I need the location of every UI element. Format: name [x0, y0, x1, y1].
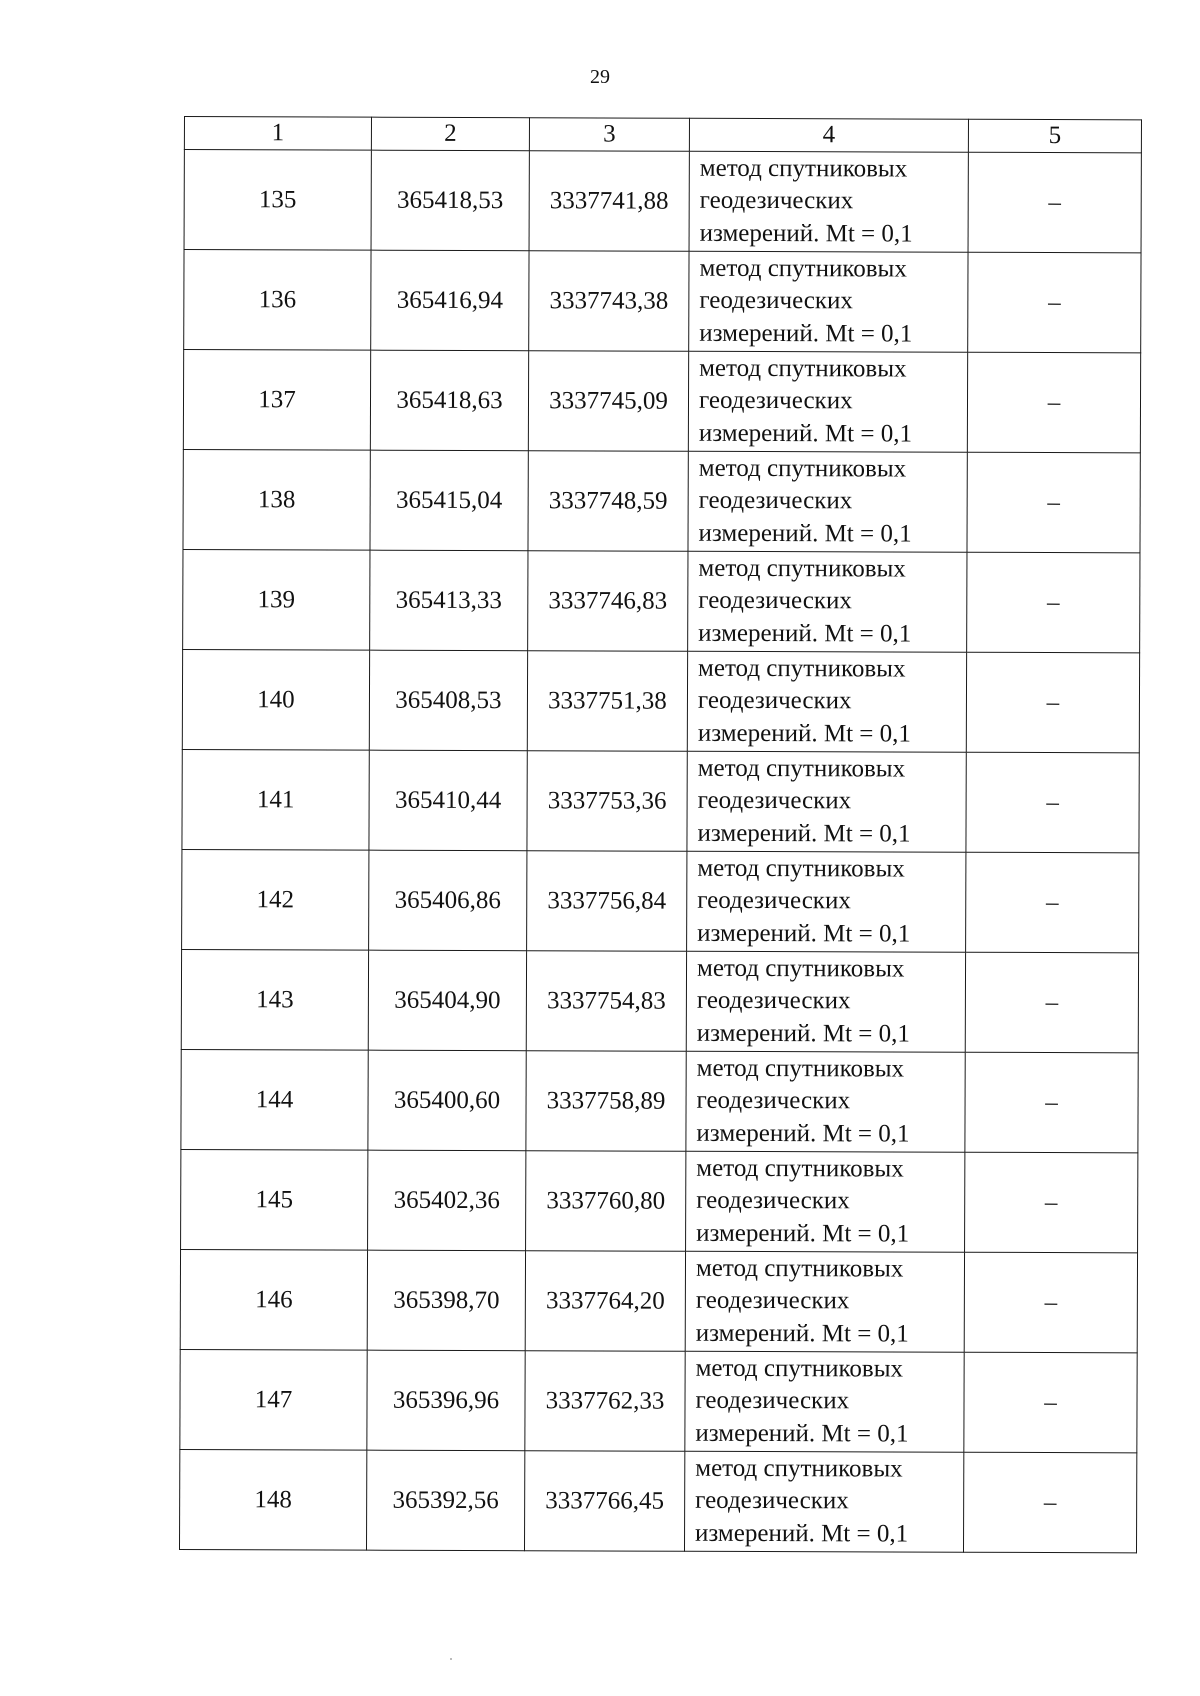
x-coordinate-cell: 365418,53: [371, 150, 529, 251]
x-coordinate-cell: 365406,86: [369, 850, 527, 951]
x-coordinate-cell: 365398,70: [367, 1250, 525, 1351]
method-cell: [686, 951, 965, 1052]
method-line: геодезических: [695, 1487, 849, 1515]
point-number-cell: 146: [180, 1249, 367, 1350]
method-line: метод спутниковых: [695, 1354, 904, 1383]
table-row: [179, 1449, 1136, 1552]
y-coordinate-cell: 3337754,83: [526, 951, 686, 1052]
note-cell: –: [967, 552, 1140, 653]
point-number-cell: 141: [182, 749, 369, 850]
note-cell: –: [966, 852, 1139, 953]
table-row: [184, 250, 1141, 353]
method-line: метод спутниковых: [696, 1154, 904, 1183]
method-cell: [688, 551, 967, 652]
method-line: метод спутниковых: [697, 854, 905, 883]
point-number-cell: 142: [182, 849, 369, 950]
table-row: [182, 649, 1139, 752]
method-line: геодезических: [697, 787, 852, 815]
method-cell: [687, 651, 966, 752]
table-row: [180, 1249, 1137, 1352]
y-coordinate-cell: 3337760,80: [526, 1151, 686, 1252]
table-row: [183, 549, 1140, 652]
method-line: метод спутниковых: [698, 654, 906, 683]
method-line: метод спутниковых: [695, 1454, 903, 1483]
method-line: измерений. Mt = 0,1: [697, 719, 911, 748]
method-line: измерений. Mt = 0,1: [695, 1519, 909, 1548]
x-coordinate-cell: 365416,94: [371, 250, 529, 351]
method-line: геодезических: [698, 387, 853, 415]
x-coordinate-cell: 365413,33: [370, 550, 528, 651]
y-coordinate-cell: 3337764,20: [525, 1251, 685, 1352]
note-cell: –: [966, 652, 1139, 753]
table-row: [181, 949, 1138, 1052]
y-coordinate-cell: 3337743,38: [529, 251, 689, 352]
table-body: [179, 150, 1141, 1553]
y-coordinate-cell: 3337746,83: [528, 551, 688, 652]
method-line: геодезических: [699, 287, 853, 315]
x-coordinate-cell: 365396,96: [367, 1350, 525, 1451]
point-number-cell: 148: [179, 1449, 366, 1550]
y-coordinate-cell: 3337766,45: [524, 1451, 684, 1552]
note-cell: –: [964, 1352, 1137, 1453]
point-number-cell: 145: [181, 1149, 368, 1250]
method-line: геодезических: [697, 887, 851, 915]
point-number-cell: 147: [180, 1349, 367, 1450]
method-line: измерений. Mt = 0,1: [698, 519, 912, 548]
method-line: геодезических: [698, 587, 852, 615]
y-coordinate-cell: 3337748,59: [528, 451, 688, 552]
header-row: [184, 117, 1141, 153]
method-line: измерений. Mt = 0,1: [697, 919, 911, 948]
method-line: измерений. Mt = 0,1: [696, 1019, 910, 1048]
y-coordinate-cell: 3337751,38: [527, 651, 687, 752]
x-coordinate-cell: 365408,53: [369, 650, 527, 751]
x-coordinate-cell: 365402,36: [368, 1150, 526, 1251]
note-cell: –: [967, 452, 1140, 553]
method-cell: [687, 751, 966, 852]
method-cell: [688, 351, 967, 452]
table-row: [182, 849, 1139, 952]
method-line: геодезических: [696, 1087, 851, 1115]
method-cell: [686, 1051, 965, 1152]
method-cell: [687, 851, 966, 952]
point-number-cell: 140: [182, 649, 369, 750]
x-coordinate-cell: 365404,90: [368, 950, 526, 1051]
table-row: [183, 350, 1140, 453]
method-cell: [684, 1451, 963, 1552]
table-row: [182, 749, 1139, 852]
x-coordinate-cell: 365400,60: [368, 1050, 526, 1151]
method-line: геодезических: [696, 1187, 850, 1215]
method-line: геодезических: [695, 1387, 850, 1415]
method-line: метод спутниковых: [698, 454, 907, 483]
header-col-5: 5: [968, 119, 1141, 153]
header-col-4: 4: [689, 118, 968, 152]
note-cell: –: [965, 1152, 1138, 1253]
method-line: измерений. Mt = 0,1: [696, 1219, 910, 1248]
header-col-1: 1: [184, 117, 371, 151]
table-row: [180, 1349, 1137, 1452]
method-line: метод спутниковых: [696, 954, 905, 983]
page-number: 29: [590, 66, 610, 88]
y-coordinate-cell: 3337753,36: [527, 751, 687, 852]
table-row: [183, 449, 1140, 552]
y-coordinate-cell: 3337758,89: [526, 1051, 686, 1152]
point-number-cell: 144: [181, 1049, 368, 1150]
method-line: метод спутниковых: [698, 554, 906, 583]
method-line: измерений. Mt = 0,1: [699, 219, 913, 248]
point-number-cell: 137: [183, 350, 370, 451]
note-cell: –: [968, 152, 1141, 253]
table-row: [181, 1149, 1138, 1252]
y-coordinate-cell: 3337745,09: [528, 351, 688, 452]
table-row: [181, 1049, 1138, 1152]
coordinates-table: [179, 116, 1142, 1553]
method-line: измерений. Mt = 0,1: [695, 1319, 909, 1348]
x-coordinate-cell: 365410,44: [369, 750, 527, 851]
x-coordinate-cell: 365392,56: [366, 1450, 524, 1551]
method-line: измерений. Mt = 0,1: [699, 319, 913, 348]
method-line: геодезических: [696, 987, 851, 1015]
point-number-cell: 139: [183, 549, 370, 650]
point-number-cell: 136: [184, 250, 371, 351]
method-line: метод спутниковых: [699, 154, 908, 183]
method-line: измерений. Mt = 0,1: [698, 619, 912, 648]
scan-speck: [450, 1658, 452, 1660]
table-row: [184, 150, 1141, 253]
note-cell: –: [965, 952, 1138, 1053]
method-line: геодезических: [697, 687, 852, 715]
note-cell: –: [968, 252, 1141, 353]
method-line: измерений. Mt = 0,1: [698, 419, 913, 448]
method-cell: [686, 1151, 965, 1252]
method-line: геодезических: [695, 1287, 850, 1315]
method-cell: [689, 251, 968, 352]
method-line: метод спутниковых: [697, 754, 906, 783]
x-coordinate-cell: 365415,04: [370, 450, 528, 551]
note-cell: –: [963, 1452, 1136, 1553]
method-cell: [685, 1251, 964, 1352]
method-line: метод спутниковых: [695, 1254, 904, 1283]
method-line: измерений. Mt = 0,1: [695, 1419, 909, 1448]
table-header: [184, 117, 1141, 153]
method-cell: [685, 1351, 964, 1452]
y-coordinate-cell: 3337756,84: [527, 851, 687, 952]
method-line: измерений. Mt = 0,1: [696, 1119, 910, 1148]
x-coordinate-cell: 365418,63: [370, 350, 528, 451]
y-coordinate-cell: 3337762,33: [525, 1351, 685, 1452]
method-line: метод спутниковых: [699, 354, 907, 383]
method-line: геодезических: [699, 187, 854, 215]
point-number-cell: 135: [184, 150, 371, 251]
method-line: измерений. Mt = 0,1: [697, 819, 911, 848]
header-col-2: 2: [371, 117, 529, 151]
header-col-3: 3: [529, 118, 689, 152]
note-cell: –: [967, 352, 1140, 453]
method-line: метод спутниковых: [699, 254, 907, 283]
y-coordinate-cell: 3337741,88: [529, 151, 689, 252]
method-line: метод спутниковых: [696, 1054, 905, 1083]
method-cell: [688, 451, 967, 552]
note-cell: –: [964, 1252, 1137, 1353]
method-line: геодезических: [698, 487, 853, 515]
method-cell: [689, 151, 968, 252]
note-cell: –: [966, 752, 1139, 853]
point-number-cell: 143: [181, 949, 368, 1050]
point-number-cell: 138: [183, 449, 370, 550]
note-cell: –: [965, 1052, 1138, 1153]
